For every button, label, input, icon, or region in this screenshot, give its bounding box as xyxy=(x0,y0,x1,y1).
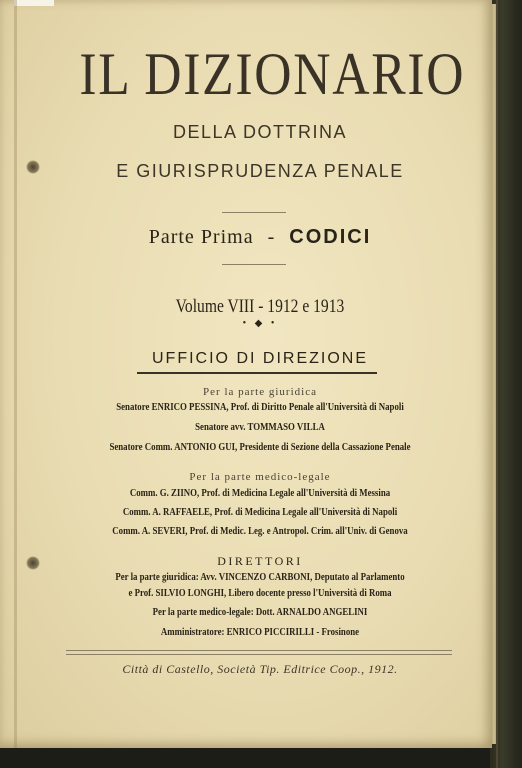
subtitle-line-2: E GIURISPRUDENZA PENALE xyxy=(116,161,404,181)
legal-member: Senatore Comm. ANTONIO GUI, Presidente di Sezione della Cassazione Penale xyxy=(109,442,411,453)
director-line: Per la parte medico-legale: Dott. ARNALDO ANGELINI xyxy=(152,607,368,618)
punch-hole-bottom xyxy=(26,556,40,570)
part-dash: - xyxy=(267,226,276,248)
legal-section-heading: Per la parte giuridica xyxy=(203,386,317,398)
divider-lower xyxy=(222,264,286,265)
punch-hole-top xyxy=(26,160,40,174)
main-title: IL DIZIONARIO xyxy=(79,41,466,107)
medical-section-heading: Per la parte medico-legale xyxy=(189,471,331,483)
page-fold xyxy=(14,0,17,748)
administrator-line: Amministratore: ENRICO PICCIRILLI - Frosinone xyxy=(160,627,360,638)
director-line: Per la parte giuridica: Avv. VINCENZO CARBONI, Deputato al Parlamento xyxy=(115,572,405,583)
part-prefix: Parte Prima xyxy=(148,226,254,248)
office-heading: UFFICIO DI DIREZIONE xyxy=(152,350,368,367)
part-heading xyxy=(50,226,470,249)
volume-ornament: • ◆ • xyxy=(242,318,278,329)
subtitle-line-1: DELLA DOTTRINA xyxy=(172,122,348,142)
legal-member: Senatore ENRICO PESSINA, Prof. di Diritto Penale all'Università di Napoli xyxy=(116,402,404,413)
office-underline xyxy=(137,372,377,374)
publisher-imprint: Città di Castello, Società Tip. Editrice Coop., 1912. xyxy=(122,662,398,676)
volume-heading: Volume VIII - 1912 e 1913 xyxy=(175,296,345,317)
medical-member: Comm. A. SEVERI, Prof. di Medic. Leg. e Antropol. Crim. all'Univ. di Genova xyxy=(112,526,408,537)
medical-member: Comm. A. RAFFAELE, Prof. di Medicina Legale all'Università di Napoli xyxy=(122,507,398,518)
part-name: CODICI xyxy=(289,226,372,248)
footer-rule-1 xyxy=(66,650,452,651)
director-line: e Prof. SILVIO LONGHI, Libero docente presso l'Università di Roma xyxy=(128,588,392,599)
medical-member: Comm. G. ZIINO, Prof. di Medicina Legale all'Università di Messina xyxy=(129,488,391,499)
legal-member: Senatore avv. TOMMASO VILLA xyxy=(195,422,325,433)
paper-tab xyxy=(14,0,54,6)
directors-heading: DIRETTORI xyxy=(217,554,303,568)
footer-rule-2 xyxy=(66,654,452,655)
divider-upper xyxy=(222,212,286,213)
